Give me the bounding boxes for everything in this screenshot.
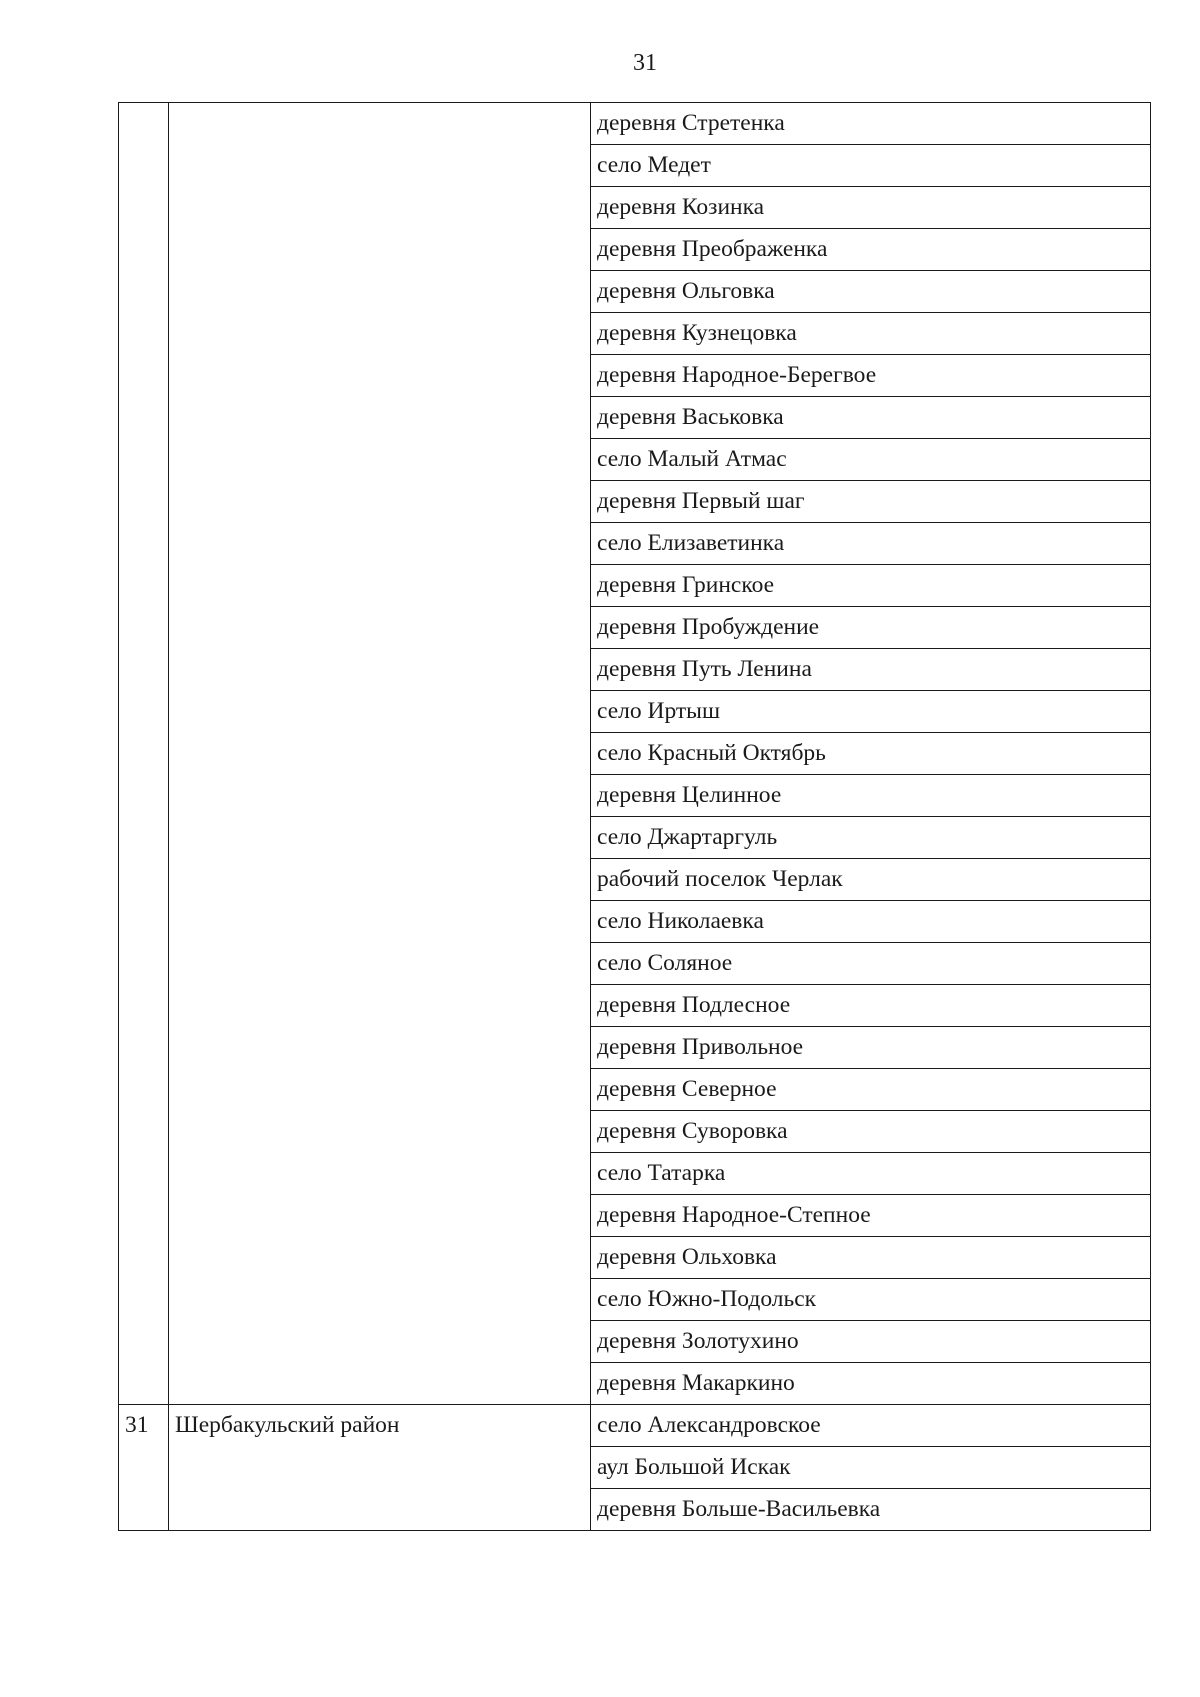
- settlement-name-cell: деревня Золотухино: [591, 1321, 1151, 1363]
- district-name-cell: Шербакульский район: [169, 1405, 591, 1531]
- settlement-name-cell: село Соляное: [591, 943, 1151, 985]
- settlement-name-cell: село Медет: [591, 145, 1151, 187]
- settlement-name-cell: деревня Народное-Берегвое: [591, 355, 1151, 397]
- settlement-name-cell: деревня Пробуждение: [591, 607, 1151, 649]
- settlement-name-cell: деревня Целинное: [591, 775, 1151, 817]
- table-row: [119, 103, 1151, 145]
- settlement-name-cell: деревня Стретенка: [591, 103, 1151, 145]
- table-body: [119, 103, 1151, 1531]
- settlement-name-cell: деревня Больше-Васильевка: [591, 1489, 1151, 1531]
- settlement-name-cell: деревня Подлесное: [591, 985, 1151, 1027]
- settlement-name-cell: село Малый Атмас: [591, 439, 1151, 481]
- row-number-cell: 31: [119, 1405, 169, 1531]
- settlements-table-wrapper: [118, 102, 1150, 1531]
- settlement-name-cell: деревня Путь Ленина: [591, 649, 1151, 691]
- settlement-name-cell: село Южно-Подольск: [591, 1279, 1151, 1321]
- settlement-name-cell: село Джартаргуль: [591, 817, 1151, 859]
- settlement-name-cell: село Иртыш: [591, 691, 1151, 733]
- settlement-name-cell: деревня Васьковка: [591, 397, 1151, 439]
- settlement-name-cell: деревня Макаркино: [591, 1363, 1151, 1405]
- settlement-name-cell: деревня Привольное: [591, 1027, 1151, 1069]
- settlement-name-cell: село Елизаветинка: [591, 523, 1151, 565]
- settlement-name-cell: деревня Гринское: [591, 565, 1151, 607]
- settlement-name-cell: деревня Первый шаг: [591, 481, 1151, 523]
- page-number: 31: [633, 50, 657, 76]
- settlement-name-cell: село Татарка: [591, 1153, 1151, 1195]
- settlement-name-cell: деревня Северное: [591, 1069, 1151, 1111]
- table-row: [119, 1405, 1151, 1447]
- settlement-name-cell: деревня Козинка: [591, 187, 1151, 229]
- district-name-cell: [169, 103, 591, 1405]
- settlement-name-cell: село Красный Октябрь: [591, 733, 1151, 775]
- settlement-name-cell: деревня Кузнецовка: [591, 313, 1151, 355]
- settlement-name-cell: рабочий поселок Черлак: [591, 859, 1151, 901]
- settlement-name-cell: село Николаевка: [591, 901, 1151, 943]
- settlement-name-cell: деревня Народное-Степное: [591, 1195, 1151, 1237]
- row-number-cell: [119, 103, 169, 1405]
- settlement-name-cell: аул Большой Искак: [591, 1447, 1151, 1489]
- settlement-name-cell: село Александровское: [591, 1405, 1151, 1447]
- settlements-table: [118, 102, 1151, 1531]
- settlement-name-cell: деревня Преображенка: [591, 229, 1151, 271]
- settlement-name-cell: деревня Ольговка: [591, 271, 1151, 313]
- settlement-name-cell: деревня Ольховка: [591, 1237, 1151, 1279]
- settlement-name-cell: деревня Суворовка: [591, 1111, 1151, 1153]
